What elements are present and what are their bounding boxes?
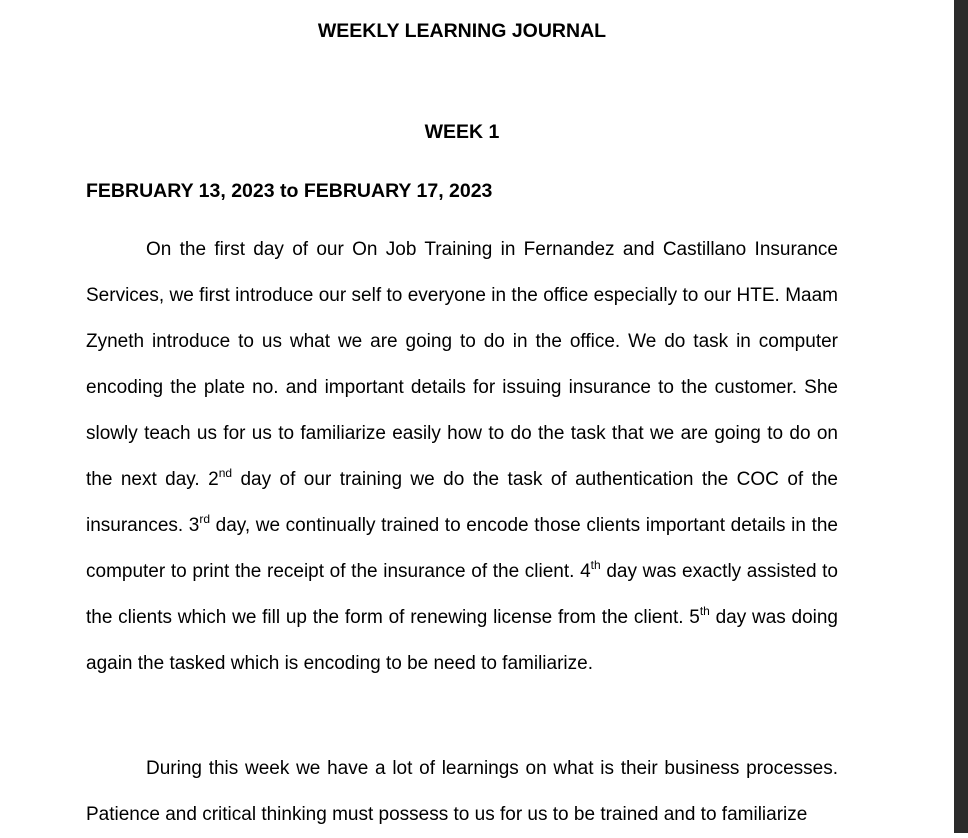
- ordinal-suffix: rd: [199, 512, 211, 526]
- paragraph-text: day of our training we do the task of authentication the COC of the insurances. 3: [86, 469, 838, 536]
- journal-paragraph-2: During this week we have a lot of learnings on what is their business processes. Patience and critical thinking must possess to us for us to be trained and to familiarize: [86, 758, 838, 825]
- week-heading: WEEK 1: [424, 121, 500, 143]
- document-title: WEEKLY LEARNING JOURNAL: [317, 20, 607, 42]
- paragraph-text: day, we continually trained to encode those clients important details in the computer to print the receipt of the insurance of the client. 4: [86, 515, 838, 582]
- ordinal-suffix: nd: [218, 466, 233, 480]
- paragraph-text: On the first day of our On Job Training in Fernandez and Castillano Insurance Services, we first introduce our self to everyone in the office especially to our HTE. Maam Zyneth introduce to us what we are going to do in the office. We do task in computer encoding the plate no. and important details for issuing insurance to the customer. She slowly teach us for us to familiarize easily how to do the task that we are going to do on the next day. 2: [86, 239, 838, 490]
- ordinal-suffix: th: [590, 558, 601, 572]
- paragraph-text: day was exactly assisted to the clients which we fill up the form of renewing license from the client. 5: [86, 561, 838, 628]
- date-range-heading: FEBRUARY 13, 2023 to FEBRUARY 17, 2023: [86, 180, 493, 202]
- viewer-background-edge: [954, 0, 968, 833]
- paragraph-text: day was doing again the tasked which is encoding to be need to familiarize.: [86, 607, 839, 674]
- journal-paragraph-1: [86, 227, 838, 687]
- ordinal-suffix: th: [699, 604, 710, 618]
